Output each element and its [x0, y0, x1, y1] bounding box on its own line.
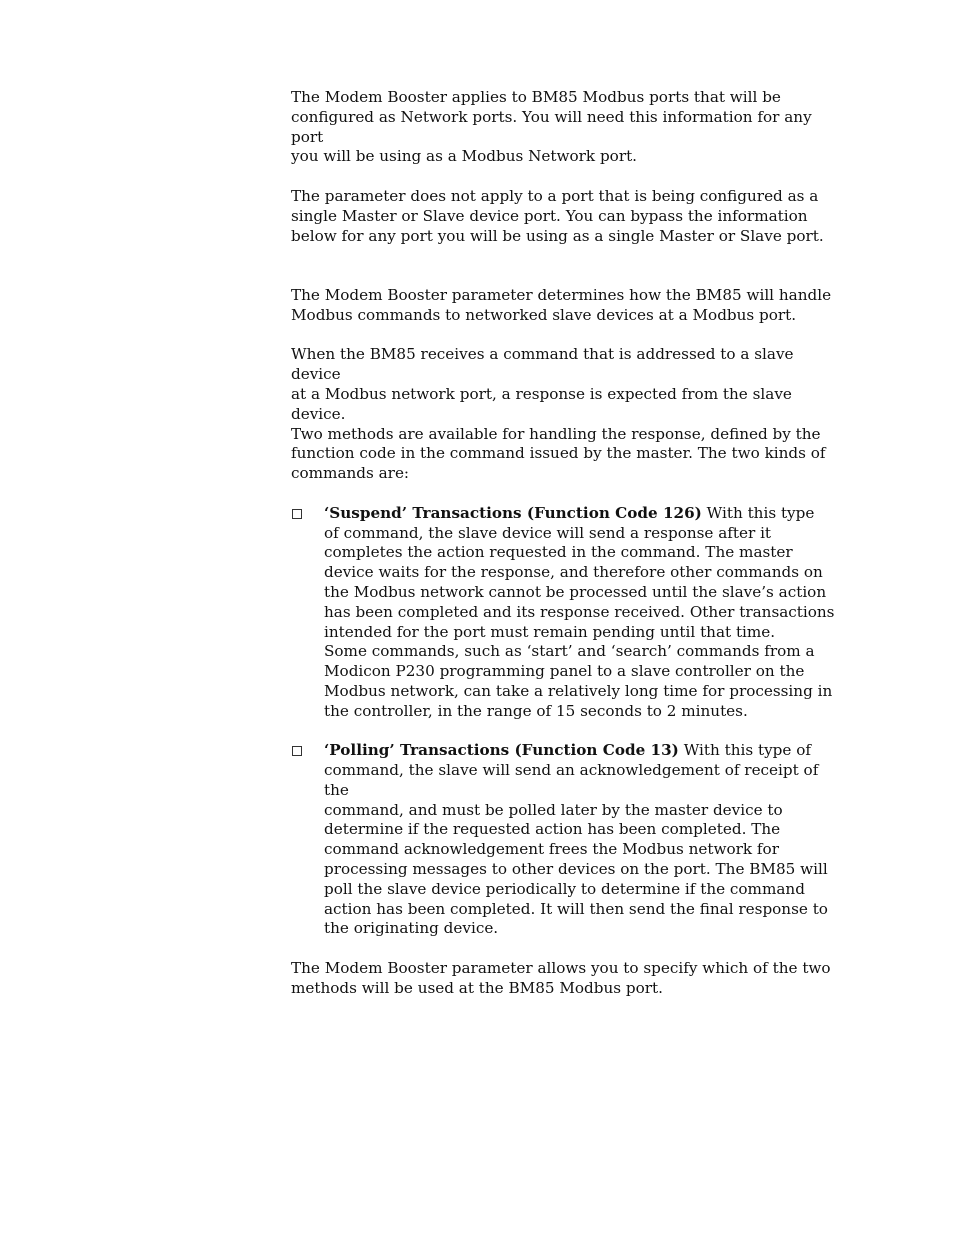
document-body — [291, 88, 846, 1018]
checkbox-square-icon — [292, 509, 302, 519]
paragraph-modem-booster-purpose: The Modem Booster parameter determines how the BM85 will handle Modbus commands to networked slave devices at a Modbus port. — [291, 285, 832, 324]
list-item-polling-transactions — [291, 741, 846, 939]
paragraph-network-ports: The Modem Booster applies to BM85 Modbus ports that will be configured as Network ports. You will need this information for any port you will be using as a Modbus Network port. — [291, 88, 812, 166]
bullet-title: ‘Polling’ Transactions (Function Code 13) — [324, 741, 679, 760]
paragraph-single-port: The parameter does not apply to a port that is being configured as a single Master or Slave device port. You can bypass the information below for any port you will be using as a single Master or Slave port. — [291, 186, 824, 245]
bullet-body: With this type of command, the slave will send an acknowledgement of receipt of the command, and must be polled later by the master device to determine if the requested action has been completed. The command acknowledgement frees the Modbus network for processing messages to other devices on the port. The BM85 will poll the slave device periodically to determine if the command action has been completed. It will then send the final response to the originating device. — [324, 741, 828, 938]
paragraph-summary: The Modem Booster parameter allows you to specify which of the two methods will be used at the BM85 Modbus port. — [291, 959, 831, 997]
list-item-suspend-transactions — [291, 504, 846, 722]
paragraph-response-methods: When the BM85 receives a command that is addressed to a slave device at a Modbus network port, a response is expected from the slave device. Two methods are available for handling the response, defined by the function code in the command issued by the master. The two kinds of commands are: — [291, 345, 826, 483]
bullet-title: ‘Suspend’ Transactions (Function Code 126) — [324, 503, 702, 522]
checkbox-square-icon — [292, 746, 302, 756]
bullet-body: With this type of command, the slave device will send a response after it completes the action requested in the command. The master device waits for the response, and therefore other commands on the Modbus network cannot be processed until the slave’s action has been completed and its response received. Other transactions intended for the port must remain pending until that time. Some commands, such as ‘start’ and ‘search’ commands from a Modicon P230 programming panel to a slave controller on the Modbus network, can take a relatively long time for processing in the controller, in the range of 15 seconds to 2 minutes. — [324, 503, 835, 720]
